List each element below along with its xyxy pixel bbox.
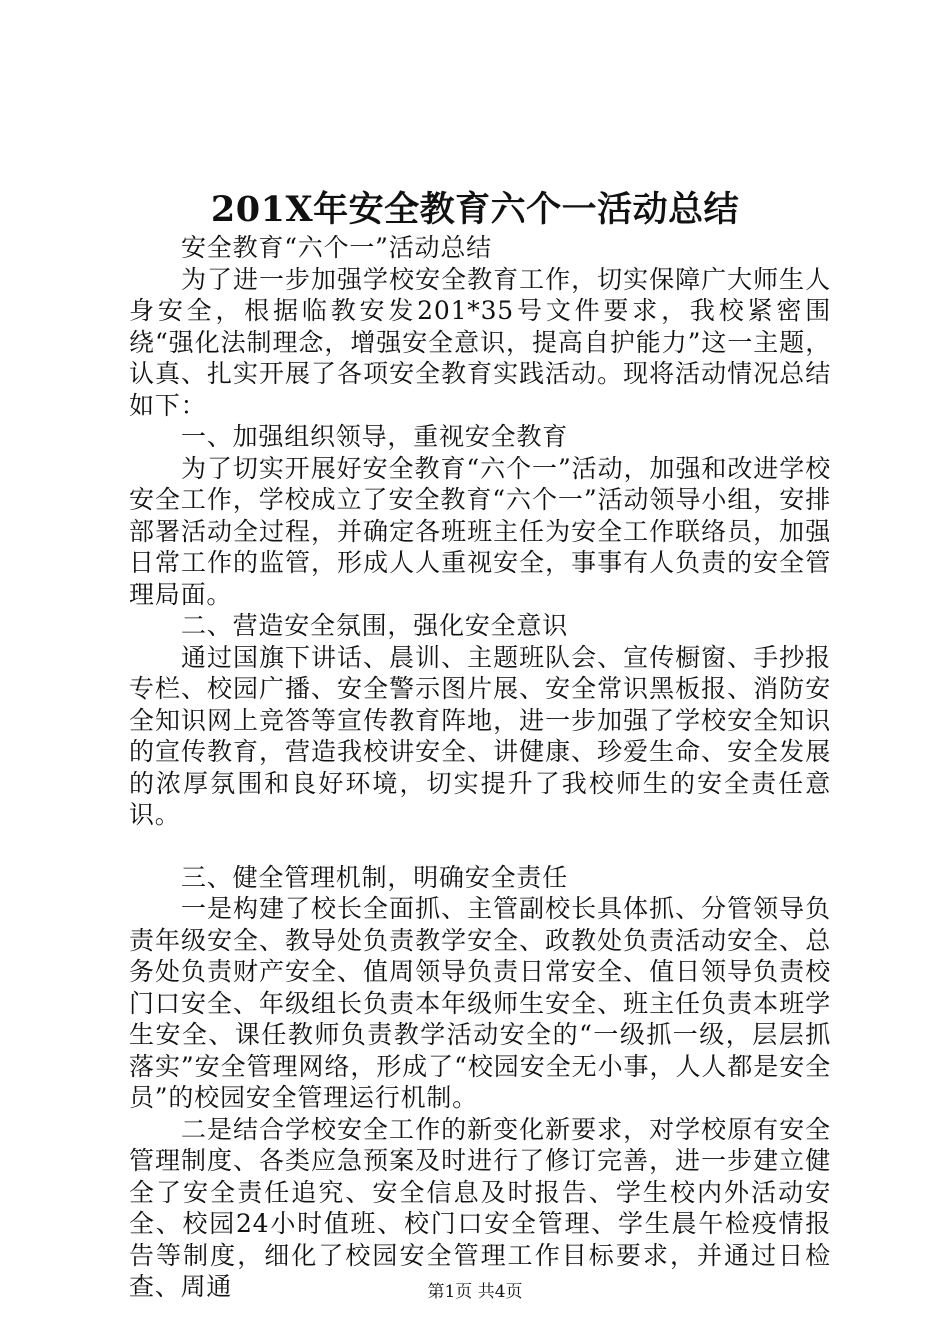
section-heading-3: 三、健全管理机制，明确安全责任 <box>181 862 569 892</box>
paragraph-section-2: 通过国旗下讲话、晨训、主题班队会、宣传橱窗、手抄报专栏、校园广播、安全警示图片展、安全常识黑板报、消防安全知识网上竞答等宣传教育阵地，进一步加强了学校安全知识的宣传教育，营造我校讲安全、讲健康、珍爱生命、安全发展的浓厚氛围和良好环境，切实提升了我校师生的安全责任意识。 <box>129 642 831 829</box>
page-footer: 第1页 共4页 <box>427 1282 523 1302</box>
paragraph-intro: 为了进一步加强学校安全教育工作，切实保障广大师生人身安全，根据临教安发201*35号文件要求，我校紧密围绕“强化法制理念，增强安全意识，提高自护能力”这一主题，认真、扎实开展了各项安全教育实践活动。现将活动情况总结如下： <box>129 264 831 420</box>
paragraph-subtitle: 安全教育“六个一”活动总结 <box>181 233 492 262</box>
section-heading-1: 一、加强组织领导，重视安全教育 <box>181 422 569 451</box>
document-title: 201X年安全教育六个一活动总结 <box>210 189 740 230</box>
section-heading-2: 二、营造安全氛围，强化安全意识 <box>181 611 569 640</box>
paragraph-section-3b: 二是结合学校安全工作的新变化新要求，对学校原有安全管理制度、各类应急预案及时进行了修订完善，进一步建立健全了安全责任追究、安全信息及时报告、学生校内外活动安全、校园24小时值班、校门口安全管理、学生晨午检疫情报告等制度，细化了校园安全管理工作目标要求，并通过日检查、周通 <box>129 1114 831 1301</box>
paragraph-section-1: 为了切实开展好安全教育“六个一”活动，加强和改进学校安全工作，学校成立了安全教育“六个一”活动领导小组，安排部署活动全过程，并确定各班班主任为安全工作联络员，加强日常工作的监管，形成人人重视安全，事事有人负责的安全管理局面。 <box>129 453 831 609</box>
document-body <box>129 232 831 1303</box>
paragraph-section-3a: 一是构建了校长全面抓、主管副校长具体抓、分管领导负责年级安全、教导处负责教学安全、政教处负责活动安全、总务处负责财产安全、值周领导负责日常安全、值日领导负责校门口安全、年级组长负责本年级师生安全、班主任负责本班学生安全、课任教师负责教学活动安全的“一级抓一级，层层抓落实”安全管理网络，形成了“校园安全无小事，人人都是安全员”的校园安全管理运行机制。 <box>129 894 831 1112</box>
